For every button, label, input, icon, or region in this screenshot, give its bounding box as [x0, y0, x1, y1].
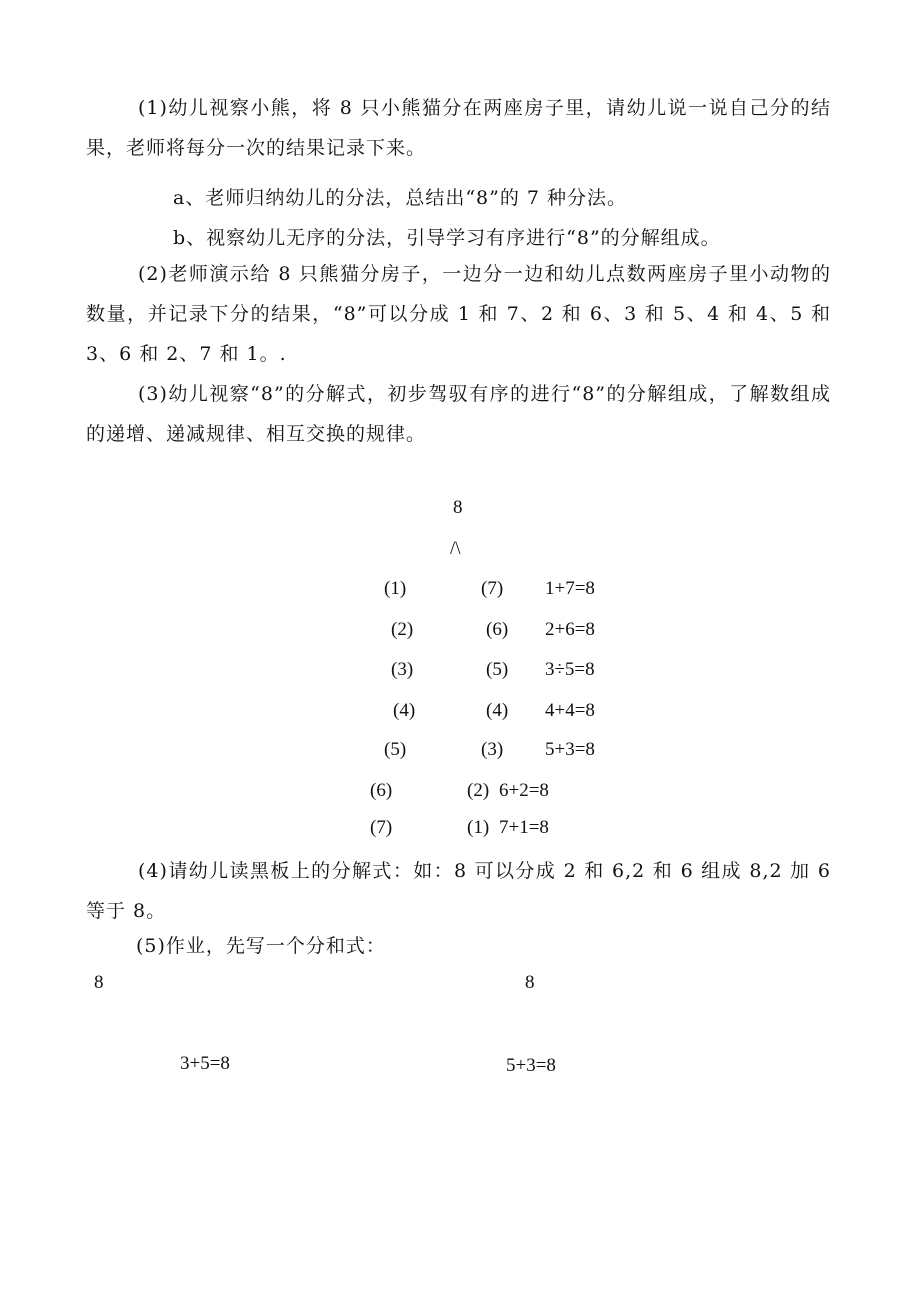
- paragraph-3: (3)幼儿视察“8”的分解式，初步驾驭有序的进行“8”的分解组成，了解数组成的递增、递减规律、相互交换的规律。: [86, 383, 831, 445]
- row-equation: 2+6=8: [545, 619, 595, 640]
- row-left: (3): [391, 659, 414, 680]
- paragraph-5: (5)作业，先写一个分和式：: [136, 935, 386, 957]
- row-right: (4): [486, 700, 509, 721]
- homework-right-number: 8: [525, 972, 535, 993]
- row-equation: 4+4=8: [545, 700, 595, 721]
- row-right: (3): [481, 739, 504, 760]
- diagram-top-number: 8: [453, 497, 463, 518]
- row-right: (6): [486, 619, 509, 640]
- item-a: a、老师归纳幼儿的分法，总结出“8”的 7 种分法。: [173, 187, 628, 209]
- row-equation: 1+7=8: [545, 578, 595, 599]
- row-right: (2): [467, 780, 490, 801]
- paragraph-2: (2)老师演示给 8 只熊猫分房子，一边分一边和幼儿点数两座房子里小动物的数量，并记录下分的结果，“8”可以分成 1 和 7、2 和 6、3 和 5、4 和 4、5 和 3、6 和 2、7 和 1。.: [86, 263, 831, 365]
- row-left: (4): [393, 700, 416, 721]
- paragraph-1: (1)幼儿视察小熊，将 8 只小熊猫分在两座房子里，请幼儿说一说自己分的结果，老师将每分一次的结果记录下来。: [86, 97, 831, 159]
- homework-left-equation: 3+5=8: [180, 1053, 230, 1074]
- row-right: (7): [481, 578, 504, 599]
- row-equation: 7+1=8: [499, 817, 549, 838]
- row-left: (1): [384, 578, 407, 599]
- row-right: (5): [486, 659, 509, 680]
- homework-left-number: 8: [94, 972, 104, 993]
- paragraph-4: (4)请幼儿读黑板上的分解式：如：8 可以分成 2 和 6,2 和 6 组成 8,2 加 6 等于 8。: [86, 860, 831, 922]
- row-left: (7): [370, 817, 393, 838]
- diagram-branch: /\: [450, 538, 461, 559]
- row-left: (5): [384, 739, 407, 760]
- item-b: b、视察幼儿无序的分法，引导学习有序进行“8”的分解组成。: [173, 227, 721, 249]
- row-equation: 5+3=8: [545, 739, 595, 760]
- row-equation: 3÷5=8: [545, 659, 595, 680]
- row-equation: 6+2=8: [499, 780, 549, 801]
- homework-right-equation: 5+3=8: [506, 1055, 556, 1076]
- row-left: (6): [370, 780, 393, 801]
- row-right: (1): [467, 817, 490, 838]
- row-left: (2): [391, 619, 414, 640]
